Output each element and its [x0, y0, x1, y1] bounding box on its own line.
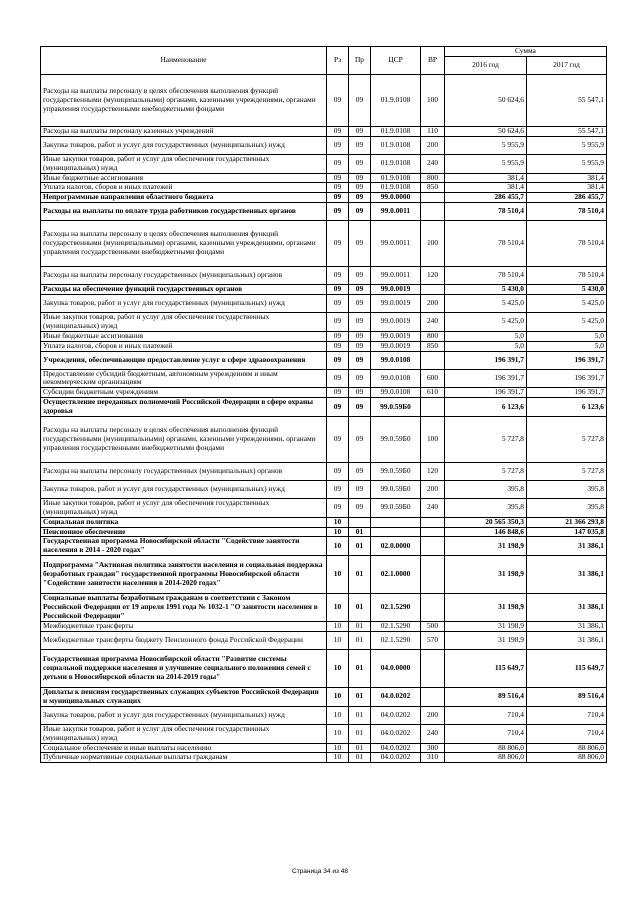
- cell-pr: 09: [349, 203, 371, 221]
- cell-2016: 78 510,4: [445, 267, 527, 285]
- cell-rz: 10: [327, 650, 349, 688]
- cell-2016: 5,0: [445, 341, 527, 351]
- header-rz: Рз: [327, 47, 349, 75]
- cell-2017: 5,0: [527, 331, 607, 341]
- cell-2016: 5 955,9: [445, 154, 527, 173]
- cell-rz: 09: [327, 480, 349, 498]
- cell-csr: 02.1.5290: [371, 594, 421, 622]
- cell-vr: 200: [421, 480, 445, 498]
- cell-2016: 50 624,6: [445, 74, 527, 126]
- cell-pr: 09: [349, 136, 371, 154]
- cell-pr: 09: [349, 398, 371, 417]
- cell-vr: 100: [421, 416, 445, 462]
- cell-name: Иные закупки товаров, работ и услуг для обеспечения государственных (муниципальных) нужд: [41, 498, 327, 517]
- cell-pr: 09: [349, 341, 371, 351]
- cell-2016: 196 391,7: [445, 351, 527, 369]
- cell-2017: 6 123,6: [527, 398, 607, 417]
- header-2016: 2016 год: [445, 56, 527, 74]
- cell-2017: 196 391,7: [527, 388, 607, 398]
- cell-pr: 09: [349, 462, 371, 480]
- cell-2017: 5 955,9: [527, 136, 607, 154]
- table-row: [41, 313, 607, 332]
- cell-name: Предоставление субсидий бюджетным, автономным учреждениям и иным некоммерческим организациям: [41, 369, 327, 388]
- cell-2017: 5 955,9: [527, 154, 607, 173]
- cell-pr: 09: [349, 313, 371, 332]
- cell-rz: 10: [327, 556, 349, 594]
- cell-csr: 01.9.0108: [371, 173, 421, 183]
- cell-name: Осуществление переданных полномочий Российской Федерации в сфере охраны здоровья: [41, 398, 327, 417]
- cell-vr: [421, 398, 445, 417]
- cell-2016: 78 510,4: [445, 203, 527, 221]
- header-csr: ЦСР: [371, 47, 421, 75]
- cell-rz: 10: [327, 594, 349, 622]
- cell-rz: 09: [327, 203, 349, 221]
- cell-csr: 04.0.0202: [371, 724, 421, 743]
- cell-csr: 99.0.0108: [371, 369, 421, 388]
- cell-csr: 04.0.0202: [371, 753, 421, 763]
- cell-vr: [421, 688, 445, 707]
- cell-2017: 88 806,0: [527, 753, 607, 763]
- cell-csr: 99.0.0019: [371, 285, 421, 295]
- table-row: [41, 203, 607, 221]
- cell-2016: 5 425,0: [445, 313, 527, 332]
- cell-pr: 09: [349, 480, 371, 498]
- cell-rz: 10: [327, 537, 349, 556]
- cell-csr: 99.0.0011: [371, 267, 421, 285]
- cell-name: Расходы на выплаты персоналу казенных учреждений: [41, 126, 327, 136]
- cell-2017: 395,8: [527, 498, 607, 517]
- cell-csr: 99.0.59Б0: [371, 498, 421, 517]
- cell-2016: 6 123,6: [445, 398, 527, 417]
- cell-rz: 09: [327, 313, 349, 332]
- cell-2017: 5 727,8: [527, 416, 607, 462]
- cell-2016: 196 391,7: [445, 369, 527, 388]
- table-row: [41, 462, 607, 480]
- cell-rz: 09: [327, 267, 349, 285]
- cell-csr: 99.0.59Б0: [371, 416, 421, 462]
- cell-2016: 381,4: [445, 173, 527, 183]
- cell-name: Иные бюджетные ассигнования: [41, 173, 327, 183]
- table-row: [41, 650, 607, 688]
- cell-pr: 09: [349, 74, 371, 126]
- cell-vr: [421, 193, 445, 203]
- cell-rz: 09: [327, 221, 349, 267]
- cell-2017: 5,0: [527, 341, 607, 351]
- cell-rz: 09: [327, 154, 349, 173]
- cell-rz: 09: [327, 285, 349, 295]
- cell-csr: 04.0.0202: [371, 706, 421, 724]
- cell-name: Расходы на выплаты по оплате труда работников государственных органов: [41, 203, 327, 221]
- cell-vr: [421, 351, 445, 369]
- table-row: [41, 351, 607, 369]
- table-row: [41, 221, 607, 267]
- cell-pr: 01: [349, 622, 371, 632]
- cell-csr: 99.0.59Б0: [371, 398, 421, 417]
- cell-vr: [421, 517, 445, 527]
- cell-rz: 10: [327, 517, 349, 527]
- cell-2017: 78 510,4: [527, 203, 607, 221]
- cell-rz: 09: [327, 74, 349, 126]
- cell-2016: 710,4: [445, 706, 527, 724]
- table-row: [41, 753, 607, 763]
- cell-csr: 01.9.0108: [371, 154, 421, 173]
- cell-2016: 31 198,9: [445, 632, 527, 650]
- cell-pr: 01: [349, 632, 371, 650]
- cell-csr: 01.9.0108: [371, 136, 421, 154]
- cell-pr: 01: [349, 724, 371, 743]
- header-vr: ВР: [421, 47, 445, 75]
- cell-rz: 09: [327, 193, 349, 203]
- cell-2017: 78 510,4: [527, 267, 607, 285]
- cell-name: Учреждения, обеспечивающие предоставление услуг в сфере здравоохранения: [41, 351, 327, 369]
- cell-pr: 01: [349, 650, 371, 688]
- table-row: [41, 622, 607, 632]
- cell-vr: [421, 556, 445, 594]
- cell-rz: 09: [327, 369, 349, 388]
- cell-rz: 09: [327, 136, 349, 154]
- cell-2016: 88 806,0: [445, 753, 527, 763]
- cell-vr: 310: [421, 753, 445, 763]
- page-number: Страница 34 из 48: [292, 868, 348, 875]
- cell-2017: 31 386,1: [527, 556, 607, 594]
- cell-rz: 09: [327, 416, 349, 462]
- table-row: [41, 154, 607, 173]
- cell-pr: 01: [349, 594, 371, 622]
- cell-rz: 09: [327, 462, 349, 480]
- table-body: [41, 74, 607, 762]
- cell-pr: 09: [349, 285, 371, 295]
- cell-csr: 02.0.0000: [371, 537, 421, 556]
- table-row: [41, 74, 607, 126]
- cell-pr: 09: [349, 369, 371, 388]
- cell-name: Социальная политика: [41, 517, 327, 527]
- cell-2017: 115 649,7: [527, 650, 607, 688]
- cell-name: Непрограммные направления областного бюджета: [41, 193, 327, 203]
- cell-name: Межбюджетные трансферты бюджету Пенсионного фонда Российской Федерации: [41, 632, 327, 650]
- cell-csr: [371, 517, 421, 527]
- budget-table: [40, 46, 607, 763]
- header-name: Наименование: [41, 47, 327, 75]
- cell-csr: 99.0.0108: [371, 351, 421, 369]
- cell-name: Закупка товаров, работ и услуг для государственных (муниципальных) нужд: [41, 480, 327, 498]
- cell-name: Иные закупки товаров, работ и услуг для обеспечения государственных (муниципальных) нужд: [41, 154, 327, 173]
- cell-vr: 850: [421, 183, 445, 193]
- cell-2016: 88 806,0: [445, 743, 527, 753]
- cell-2017: 21 366 293,8: [527, 517, 607, 527]
- cell-vr: 200: [421, 706, 445, 724]
- table-row: [41, 398, 607, 417]
- cell-csr: 02.1.5290: [371, 632, 421, 650]
- cell-rz: 10: [327, 743, 349, 753]
- cell-vr: 110: [421, 126, 445, 136]
- cell-2017: 147 035,8: [527, 527, 607, 537]
- cell-2017: 78 510,4: [527, 221, 607, 267]
- cell-vr: 240: [421, 313, 445, 332]
- cell-name: Иные бюджетные ассигнования: [41, 331, 327, 341]
- table-row: [41, 498, 607, 517]
- table-row: [41, 594, 607, 622]
- cell-csr: 04.0.0202: [371, 743, 421, 753]
- cell-pr: 01: [349, 537, 371, 556]
- cell-2017: 5 425,0: [527, 313, 607, 332]
- cell-2017: 89 516,4: [527, 688, 607, 707]
- table-row: [41, 183, 607, 193]
- cell-2017: 196 391,7: [527, 351, 607, 369]
- cell-2016: 5 955,9: [445, 136, 527, 154]
- cell-rz: 10: [327, 632, 349, 650]
- cell-name: Расходы на выплаты персоналу в целях обеспечения выполнения функций государственными (муниципальными) органами, казенными учреждениями, органами управления государственными внебюджетными фондами: [41, 74, 327, 126]
- cell-rz: 09: [327, 341, 349, 351]
- cell-vr: 120: [421, 462, 445, 480]
- cell-name: Расходы на обеспечение функций государственных органов: [41, 285, 327, 295]
- cell-2017: 31 386,1: [527, 537, 607, 556]
- cell-rz: 10: [327, 753, 349, 763]
- cell-2016: 5 425,0: [445, 295, 527, 313]
- cell-vr: [421, 203, 445, 221]
- cell-pr: 09: [349, 331, 371, 341]
- cell-2017: 88 806,0: [527, 743, 607, 753]
- cell-name: Подпрограмма "Активная политика занятости населения и социальная поддержка безработных граждан" государственной программы Новосибирской области "Содействие занятости населения в 2014-2020 годах": [41, 556, 327, 594]
- cell-name: Уплата налогов, сборов и иных платежей: [41, 341, 327, 351]
- cell-2017: 5 430,0: [527, 285, 607, 295]
- cell-pr: 01: [349, 527, 371, 537]
- cell-pr: 09: [349, 154, 371, 173]
- cell-2016: 5 727,8: [445, 462, 527, 480]
- cell-2016: 115 649,7: [445, 650, 527, 688]
- table-row: [41, 688, 607, 707]
- cell-vr: 570: [421, 632, 445, 650]
- cell-vr: 200: [421, 295, 445, 313]
- table-row: [41, 173, 607, 183]
- cell-2017: 381,4: [527, 183, 607, 193]
- cell-rz: 09: [327, 126, 349, 136]
- cell-vr: 200: [421, 136, 445, 154]
- table-row: [41, 295, 607, 313]
- cell-2016: 146 848,6: [445, 527, 527, 537]
- cell-name: Закупка товаров, работ и услуг для государственных (муниципальных) нужд: [41, 295, 327, 313]
- table-row: [41, 743, 607, 753]
- cell-vr: 800: [421, 173, 445, 183]
- cell-vr: 100: [421, 74, 445, 126]
- cell-2017: 381,4: [527, 173, 607, 183]
- table-row: [41, 341, 607, 351]
- cell-2016: 78 510,4: [445, 221, 527, 267]
- cell-vr: 800: [421, 331, 445, 341]
- cell-csr: 99.0.0011: [371, 221, 421, 267]
- cell-vr: [421, 285, 445, 295]
- cell-2017: 55 547,1: [527, 126, 607, 136]
- cell-2017: 196 391,7: [527, 369, 607, 388]
- cell-name: Закупка товаров, работ и услуг для государственных (муниципальных) нужд: [41, 706, 327, 724]
- cell-name: Публичные нормативные социальные выплаты гражданам: [41, 753, 327, 763]
- cell-pr: 09: [349, 267, 371, 285]
- table-row: [41, 369, 607, 388]
- cell-2016: 20 565 350,3: [445, 517, 527, 527]
- cell-rz: 09: [327, 295, 349, 313]
- cell-2016: 50 624,6: [445, 126, 527, 136]
- cell-vr: 240: [421, 498, 445, 517]
- cell-2016: 395,8: [445, 480, 527, 498]
- cell-vr: [421, 527, 445, 537]
- cell-rz: 10: [327, 706, 349, 724]
- cell-2017: 5 727,8: [527, 462, 607, 480]
- cell-name: Социальные выплаты безработным гражданам в соответствии с Законом Российской Федерации от 19 апреля 1991 года № 1032-1 "О занятости населения в Российской Федерации": [41, 594, 327, 622]
- cell-2016: 196 391,7: [445, 388, 527, 398]
- cell-2016: 31 198,9: [445, 537, 527, 556]
- cell-csr: 99.0.59Б0: [371, 462, 421, 480]
- table-row: [41, 388, 607, 398]
- table-row: [41, 136, 607, 154]
- cell-rz: 10: [327, 527, 349, 537]
- cell-pr: 09: [349, 183, 371, 193]
- cell-2016: 5,0: [445, 331, 527, 341]
- table-row: [41, 331, 607, 341]
- cell-name: Пенсионное обеспечение: [41, 527, 327, 537]
- cell-rz: 09: [327, 498, 349, 517]
- cell-rz: 10: [327, 724, 349, 743]
- cell-pr: 09: [349, 416, 371, 462]
- cell-csr: 04.0.0000: [371, 650, 421, 688]
- cell-2016: 5 430,0: [445, 285, 527, 295]
- cell-2017: 55 547,1: [527, 74, 607, 126]
- table-row: [41, 517, 607, 527]
- cell-2017: 31 386,1: [527, 594, 607, 622]
- cell-name: Иные закупки товаров, работ и услуг для обеспечения государственных (муниципальных) нужд: [41, 313, 327, 332]
- cell-pr: 09: [349, 221, 371, 267]
- cell-vr: 240: [421, 154, 445, 173]
- table-row: [41, 537, 607, 556]
- cell-name: Расходы на выплаты персоналу в целях обеспечения выполнения функций государственными (муниципальными) органами, казенными учреждениями, органами управления государственными внебюджетными фондами: [41, 416, 327, 462]
- cell-2016: 710,4: [445, 724, 527, 743]
- header-sum: Сумма: [445, 47, 607, 57]
- cell-name: Расходы на выплаты персоналу в целях обеспечения выполнения функций государственными (муниципальными) органами, казенными учреждениями, органами управления государственными внебюджетными фондами: [41, 221, 327, 267]
- cell-2016: 381,4: [445, 183, 527, 193]
- cell-2017: 710,4: [527, 706, 607, 724]
- cell-name: Закупка товаров, работ и услуг для государственных (муниципальных) нужд: [41, 136, 327, 154]
- table-row: [41, 126, 607, 136]
- cell-2017: 286 455,7: [527, 193, 607, 203]
- table-row: [41, 724, 607, 743]
- cell-2016: 395,8: [445, 498, 527, 517]
- cell-rz: 09: [327, 398, 349, 417]
- cell-pr: 01: [349, 753, 371, 763]
- cell-rz: 09: [327, 351, 349, 369]
- cell-csr: 01.9.0108: [371, 183, 421, 193]
- cell-name: Иные закупки товаров, работ и услуг для обеспечения государственных (муниципальных) нужд: [41, 724, 327, 743]
- cell-vr: 500: [421, 622, 445, 632]
- cell-2017: 395,8: [527, 480, 607, 498]
- cell-2017: 31 386,1: [527, 622, 607, 632]
- cell-vr: [421, 650, 445, 688]
- table-row: [41, 480, 607, 498]
- cell-name: Расходы на выплаты персоналу государственных (муниципальных) органов: [41, 267, 327, 285]
- cell-2016: 31 198,9: [445, 622, 527, 632]
- cell-2016: 286 455,7: [445, 193, 527, 203]
- table-row: [41, 267, 607, 285]
- cell-csr: 99.0.0019: [371, 331, 421, 341]
- cell-vr: 610: [421, 388, 445, 398]
- cell-name: Межбюджетные трансферты: [41, 622, 327, 632]
- cell-csr: 01.9.0108: [371, 74, 421, 126]
- cell-pr: 01: [349, 688, 371, 707]
- cell-rz: 09: [327, 388, 349, 398]
- cell-pr: 01: [349, 743, 371, 753]
- table-row: [41, 706, 607, 724]
- cell-2016: 5 727,8: [445, 416, 527, 462]
- cell-name: Уплата налогов, сборов и иных платежей: [41, 183, 327, 193]
- cell-name: Доплаты к пенсиям государственных служащих субъектов Российской Федерации и муниципальных служащих: [41, 688, 327, 707]
- cell-pr: 09: [349, 498, 371, 517]
- cell-vr: 300: [421, 743, 445, 753]
- cell-csr: 99.0.0000: [371, 193, 421, 203]
- cell-csr: 99.0.0019: [371, 341, 421, 351]
- header-2017: 2017 год: [527, 56, 607, 74]
- cell-pr: [349, 517, 371, 527]
- cell-csr: 99.0.0011: [371, 203, 421, 221]
- cell-vr: 240: [421, 724, 445, 743]
- cell-pr: 09: [349, 173, 371, 183]
- cell-vr: 850: [421, 341, 445, 351]
- cell-2016: 31 198,9: [445, 594, 527, 622]
- cell-vr: [421, 537, 445, 556]
- cell-csr: 99.0.59Б0: [371, 480, 421, 498]
- cell-2017: 5 425,0: [527, 295, 607, 313]
- cell-2017: 710,4: [527, 724, 607, 743]
- table-row: [41, 193, 607, 203]
- cell-rz: 09: [327, 331, 349, 341]
- cell-pr: 01: [349, 556, 371, 594]
- cell-csr: 04.0.0202: [371, 688, 421, 707]
- cell-name: Государственная программа Новосибирской области "Развитие системы социальной поддержки населения и улучшение социального положения семей с детьми в Новосибирской области на 2014-2019 годы": [41, 650, 327, 688]
- cell-name: Субсидии бюджетным учреждениям: [41, 388, 327, 398]
- cell-pr: 09: [349, 351, 371, 369]
- cell-pr: 09: [349, 295, 371, 313]
- cell-rz: 10: [327, 688, 349, 707]
- cell-name: Государственная программа Новосибирской области "Содействие занятости населения в 2014 - 2020 годах": [41, 537, 327, 556]
- cell-2017: 31 386,1: [527, 632, 607, 650]
- cell-vr: [421, 594, 445, 622]
- cell-pr: 01: [349, 706, 371, 724]
- table-row: [41, 527, 607, 537]
- cell-pr: 09: [349, 388, 371, 398]
- table-row: [41, 285, 607, 295]
- cell-name: Расходы на выплаты персоналу государственных (муниципальных) органов: [41, 462, 327, 480]
- cell-csr: 01.9.0108: [371, 126, 421, 136]
- cell-csr: [371, 527, 421, 537]
- cell-csr: 02.1.5290: [371, 622, 421, 632]
- cell-pr: 09: [349, 126, 371, 136]
- table-row: [41, 632, 607, 650]
- table-row: [41, 416, 607, 462]
- cell-2016: 31 198,9: [445, 556, 527, 594]
- cell-vr: 120: [421, 267, 445, 285]
- cell-rz: 09: [327, 183, 349, 193]
- cell-name: Социальное обеспечение и иные выплаты населению: [41, 743, 327, 753]
- cell-vr: 100: [421, 221, 445, 267]
- table-row: [41, 556, 607, 594]
- cell-rz: 09: [327, 173, 349, 183]
- cell-csr: 02.1.0000: [371, 556, 421, 594]
- cell-csr: 99.0.0019: [371, 313, 421, 332]
- cell-vr: 600: [421, 369, 445, 388]
- cell-csr: 99.0.0019: [371, 295, 421, 313]
- cell-2016: 89 516,4: [445, 688, 527, 707]
- cell-pr: 09: [349, 193, 371, 203]
- cell-csr: 99.0.0108: [371, 388, 421, 398]
- header-pr: Пр: [349, 47, 371, 75]
- cell-rz: 10: [327, 622, 349, 632]
